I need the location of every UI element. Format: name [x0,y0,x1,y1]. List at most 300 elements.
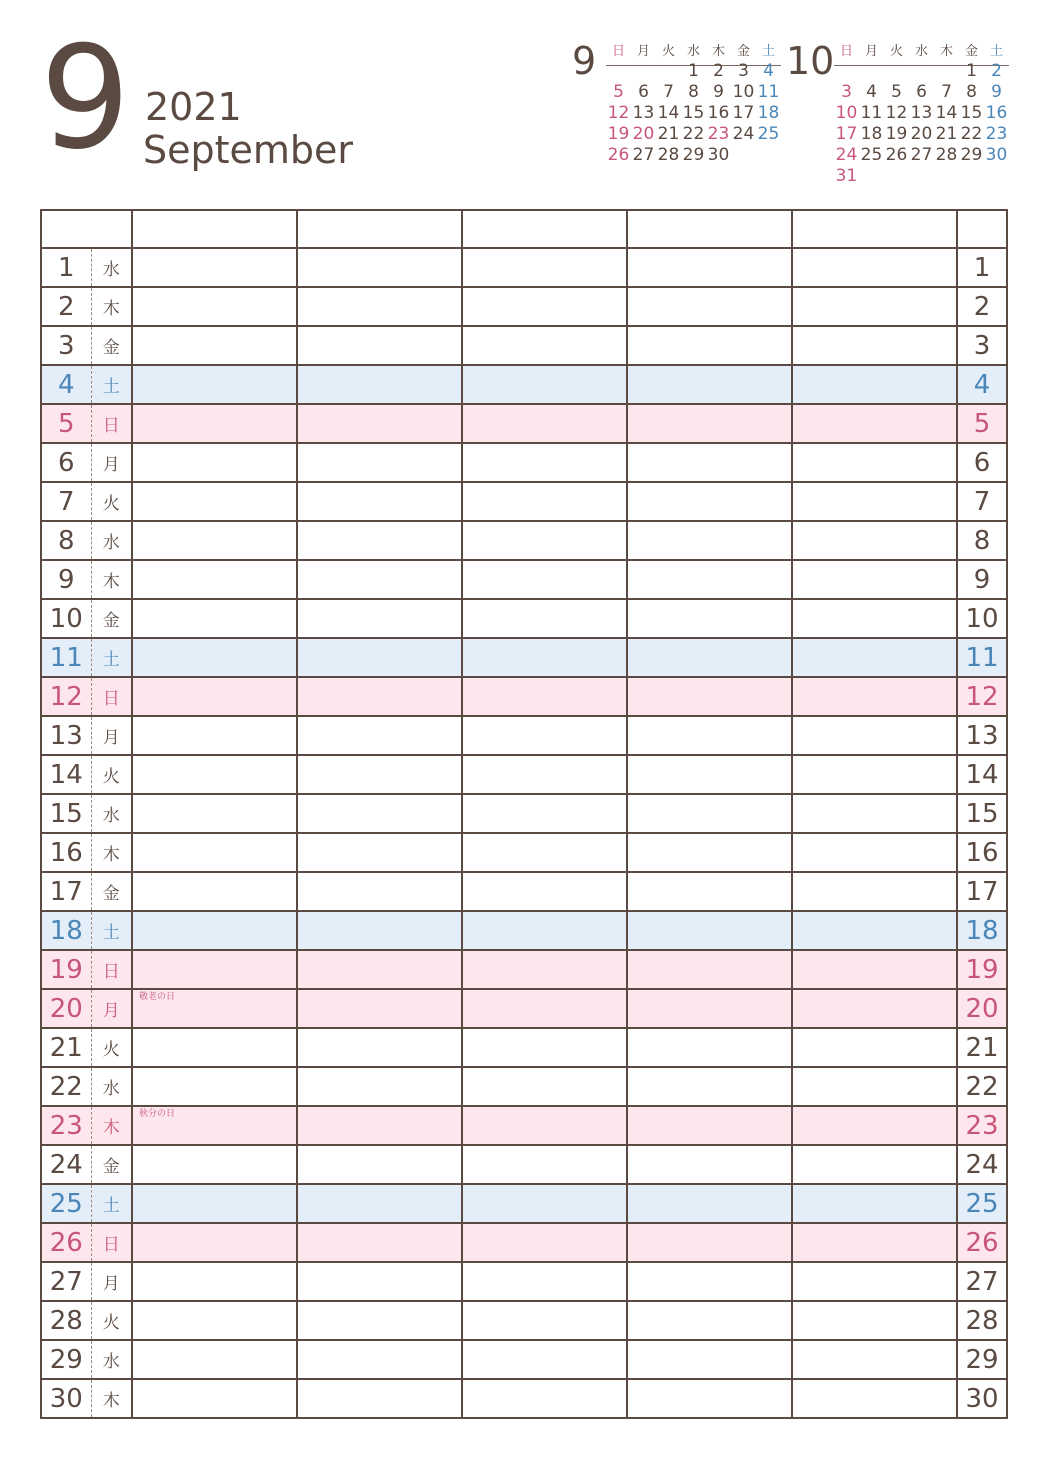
schedule-cell[interactable] [627,560,792,599]
schedule-cell[interactable] [462,521,627,560]
schedule-cell[interactable] [462,326,627,365]
mini-weekday-header: 火 [661,44,675,59]
schedule-cell[interactable] [792,872,957,911]
mini-day: 25 [860,145,883,165]
schedule-cell[interactable] [627,1223,792,1262]
schedule-cell[interactable] [792,1379,957,1418]
weekday-label: 水 [91,248,132,287]
schedule-cell[interactable] [792,794,957,833]
mini-calendar-month-number: 9 [572,39,597,83]
schedule-cell[interactable] [297,1379,462,1418]
schedule-cell[interactable] [792,755,957,794]
mini-day: 9 [991,82,1002,102]
schedule-cell[interactable] [132,1028,297,1067]
mini-day: 19 [607,124,630,144]
schedule-cell[interactable] [462,833,627,872]
mini-day: 5 [891,82,902,102]
schedule-cell[interactable] [132,326,297,365]
day-number-right: 1 [957,248,1007,287]
member-name-cell[interactable] [297,210,462,248]
schedule-cell[interactable] [792,911,957,950]
weekday-label: 水 [91,1340,132,1379]
table-row [41,599,1007,638]
schedule-cell[interactable] [627,521,792,560]
day-number-right: 30 [957,1379,1007,1418]
mini-day: 26 [885,145,908,165]
schedule-cell[interactable] [132,833,297,872]
table-row [41,1028,1007,1067]
weekday-label: 日 [91,677,132,716]
weekday-label: 火 [91,482,132,521]
month-name-label: September [143,128,354,172]
day-number-right: 28 [957,1301,1007,1340]
day-number-right: 23 [957,1106,1007,1145]
day-number: 6 [41,443,91,482]
schedule-cell[interactable] [297,482,462,521]
schedule-cell[interactable] [462,989,627,1028]
mini-day: 3 [841,82,852,102]
monthly-schedule-table [40,209,1008,1419]
schedule-cell[interactable] [462,872,627,911]
schedule-cell[interactable] [462,677,627,716]
mini-empty-cell [656,61,681,82]
mini-day: 4 [763,61,774,81]
schedule-cell[interactable] [462,950,627,989]
day-number: 26 [41,1223,91,1262]
schedule-cell[interactable] [792,1262,957,1301]
schedule-cell[interactable] [792,1301,957,1340]
schedule-cell[interactable] [627,248,792,287]
schedule-cell[interactable] [297,521,462,560]
day-number-right: 19 [957,950,1007,989]
schedule-cell[interactable] [627,1106,792,1145]
day-number: 2 [41,287,91,326]
mini-weekday-header: 月 [864,44,878,59]
member-name-cell[interactable] [462,210,627,248]
day-number: 25 [41,1184,91,1223]
schedule-cell[interactable] [627,911,792,950]
schedule-cell[interactable] [462,1067,627,1106]
mini-day: 22 [960,124,983,144]
weekday-label: 木 [91,560,132,599]
schedule-cell[interactable] [462,482,627,521]
schedule-cell[interactable] [627,989,792,1028]
weekday-label: 水 [91,794,132,833]
mini-day: 23 [985,124,1008,144]
mini-day: 16 [707,103,730,123]
schedule-cell[interactable] [792,1028,957,1067]
day-number-right: 15 [957,794,1007,833]
schedule-cell[interactable] [792,521,957,560]
schedule-cell[interactable] [462,1379,627,1418]
mini-empty-cell [859,61,884,82]
schedule-cell[interactable] [627,404,792,443]
weekday-label: 金 [91,1145,132,1184]
schedule-cell[interactable] [462,1028,627,1067]
schedule-cell[interactable] [132,404,297,443]
day-number-right: 7 [957,482,1007,521]
table-row [41,560,1007,599]
schedule-cell[interactable] [297,1262,462,1301]
mini-day: 24 [732,124,755,144]
schedule-cell[interactable] [297,248,462,287]
schedule-cell[interactable] [297,1223,462,1262]
table-row [41,989,1007,1028]
schedule-cell[interactable] [627,365,792,404]
day-number-right: 20 [957,989,1007,1028]
day-number: 3 [41,326,91,365]
schedule-cell[interactable] [297,404,462,443]
schedule-cell[interactable] [792,443,957,482]
mini-day: 13 [632,103,655,123]
mini-day: 20 [632,124,655,144]
mini-day: 15 [960,103,983,123]
day-number: 16 [41,833,91,872]
schedule-cell[interactable] [627,950,792,989]
schedule-cell[interactable] [297,599,462,638]
schedule-cell[interactable] [627,287,792,326]
mini-day: 2 [991,61,1002,81]
weekday-label: 木 [91,1106,132,1145]
schedule-cell[interactable] [462,248,627,287]
day-number: 5 [41,404,91,443]
schedule-cell[interactable] [462,1184,627,1223]
schedule-cell[interactable] [462,365,627,404]
schedule-cell[interactable] [792,326,957,365]
schedule-cell[interactable] [627,1028,792,1067]
table-row [41,404,1007,443]
table-row [41,1145,1007,1184]
day-number-right: 11 [957,638,1007,677]
weekday-label: 日 [91,1223,132,1262]
day-number: 15 [41,794,91,833]
day-number: 10 [41,599,91,638]
schedule-cell[interactable] [297,833,462,872]
schedule-cell[interactable] [132,911,297,950]
schedule-cell[interactable] [297,1145,462,1184]
day-number: 12 [41,677,91,716]
day-number: 4 [41,365,91,404]
schedule-cell[interactable] [792,365,957,404]
schedule-cell[interactable] [132,755,297,794]
mini-day: 21 [657,124,680,144]
day-number-right: 24 [957,1145,1007,1184]
schedule-cell[interactable] [132,1106,297,1145]
mini-day: 28 [657,145,680,165]
table-row [41,1262,1007,1301]
schedule-cell[interactable] [462,287,627,326]
mini-day: 12 [885,103,908,123]
mini-day: 13 [910,103,933,123]
day-number-right: 22 [957,1067,1007,1106]
schedule-cell[interactable] [132,950,297,989]
schedule-cell[interactable] [132,1379,297,1418]
member-name-cell[interactable] [627,210,792,248]
schedule-cell[interactable] [792,833,957,872]
mini-weekday-header: 水 [686,44,700,59]
schedule-cell[interactable] [297,365,462,404]
schedule-cell[interactable] [462,1145,627,1184]
mini-day: 28 [935,145,958,165]
schedule-cell[interactable] [627,677,792,716]
weekday-label: 金 [91,872,132,911]
mini-day: 4 [866,82,877,102]
schedule-cell[interactable] [627,482,792,521]
schedule-cell[interactable] [627,1067,792,1106]
mini-day: 10 [835,103,858,123]
schedule-cell[interactable] [297,1301,462,1340]
day-number: 23 [41,1106,91,1145]
schedule-cell[interactable] [297,911,462,950]
schedule-cell[interactable] [462,560,627,599]
schedule-cell[interactable] [462,755,627,794]
mini-weekday-header: 金 [736,44,750,59]
mini-day: 7 [663,82,674,102]
day-number-right: 17 [957,872,1007,911]
mini-day: 15 [682,103,705,123]
schedule-cell[interactable] [132,1067,297,1106]
day-number: 29 [41,1340,91,1379]
schedule-cell[interactable] [132,521,297,560]
schedule-cell[interactable] [297,677,462,716]
schedule-cell[interactable] [792,1145,957,1184]
schedule-cell[interactable] [132,1184,297,1223]
schedule-cell[interactable] [792,248,957,287]
schedule-cell[interactable] [462,1340,627,1379]
header-cell-right [957,210,1007,248]
table-row [41,443,1007,482]
mini-day: 17 [835,124,858,144]
table-row [41,677,1007,716]
schedule-cell[interactable] [132,1340,297,1379]
mini-weekday-header: 火 [889,44,903,59]
table-row [41,1340,1007,1379]
schedule-cell[interactable] [627,326,792,365]
schedule-cell[interactable] [627,794,792,833]
weekday-label: 木 [91,833,132,872]
schedule-cell[interactable] [792,404,957,443]
schedule-cell[interactable] [627,599,792,638]
schedule-cell[interactable] [132,794,297,833]
schedule-cell[interactable] [462,638,627,677]
day-number-right: 25 [957,1184,1007,1223]
schedule-cell[interactable] [297,287,462,326]
mini-day: 6 [916,82,927,102]
mini-weekday-header: 日 [839,44,853,59]
holiday-label: 秋分の日 [139,1109,176,1119]
day-number: 9 [41,560,91,599]
weekday-label: 日 [91,950,132,989]
schedule-cell[interactable] [297,716,462,755]
mini-weekday-header: 木 [939,44,953,59]
mini-empty-cell [884,61,909,82]
mini-day: 24 [835,145,858,165]
schedule-cell[interactable] [132,638,297,677]
table-row [41,833,1007,872]
schedule-cell[interactable] [792,287,957,326]
schedule-cell[interactable] [792,989,957,1028]
mini-day: 7 [941,82,952,102]
day-number: 17 [41,872,91,911]
table-row [41,1184,1007,1223]
mini-day: 31 [835,166,858,186]
schedule-cell[interactable] [132,482,297,521]
day-number-right: 16 [957,833,1007,872]
schedule-cell[interactable] [627,833,792,872]
schedule-cell[interactable] [132,716,297,755]
mini-empty-cell [909,61,934,82]
mini-calendar-grid [834,40,1009,187]
schedule-cell[interactable] [297,560,462,599]
schedule-cell[interactable] [627,1184,792,1223]
schedule-cell[interactable] [792,1223,957,1262]
schedule-cell[interactable] [132,599,297,638]
schedule-cell[interactable] [462,1262,627,1301]
schedule-cell[interactable] [297,755,462,794]
schedule-cell[interactable] [297,989,462,1028]
mini-day: 29 [960,145,983,165]
mini-day: 6 [638,82,649,102]
mini-day: 5 [613,82,624,102]
schedule-cell[interactable] [462,599,627,638]
mini-day: 26 [607,145,630,165]
mini-day: 22 [682,124,705,144]
day-number-right: 2 [957,287,1007,326]
schedule-cell[interactable] [792,716,957,755]
schedule-cell[interactable] [297,1067,462,1106]
weekday-label: 土 [91,911,132,950]
schedule-cell[interactable] [297,1340,462,1379]
day-number-right: 12 [957,677,1007,716]
schedule-cell[interactable] [627,638,792,677]
schedule-cell[interactable] [132,1145,297,1184]
day-number-right: 29 [957,1340,1007,1379]
mini-day: 17 [732,103,755,123]
mini-weekday-header: 日 [611,44,625,59]
schedule-cell[interactable] [132,443,297,482]
schedule-cell[interactable] [132,1262,297,1301]
schedule-cell[interactable] [132,1301,297,1340]
table-row [41,794,1007,833]
schedule-cell[interactable] [627,1262,792,1301]
day-number: 27 [41,1262,91,1301]
weekday-label: 土 [91,638,132,677]
schedule-cell[interactable] [627,443,792,482]
schedule-cell[interactable] [792,560,957,599]
schedule-cell[interactable] [462,716,627,755]
day-number: 22 [41,1067,91,1106]
table-row [41,716,1007,755]
schedule-cell[interactable] [297,638,462,677]
weekday-label: 月 [91,1262,132,1301]
weekday-label: 水 [91,521,132,560]
schedule-cell[interactable] [462,911,627,950]
mini-day: 3 [738,61,749,81]
schedule-cell[interactable] [462,1301,627,1340]
schedule-cell[interactable] [627,1379,792,1418]
schedule-cell[interactable] [132,248,297,287]
schedule-cell[interactable] [792,1340,957,1379]
table-row [41,755,1007,794]
schedule-cell[interactable] [627,872,792,911]
schedule-cell[interactable] [462,1223,627,1262]
schedule-cell[interactable] [297,794,462,833]
mini-day: 14 [657,103,680,123]
schedule-cell[interactable] [792,1106,957,1145]
schedule-cell[interactable] [792,638,957,677]
day-number-right: 18 [957,911,1007,950]
schedule-cell[interactable] [792,677,957,716]
day-number: 28 [41,1301,91,1340]
schedule-cell[interactable] [627,716,792,755]
mini-day: 27 [632,145,655,165]
table-row [41,911,1007,950]
schedule-cell[interactable] [297,950,462,989]
schedule-cell[interactable] [297,326,462,365]
table-row [41,248,1007,287]
schedule-cell[interactable] [792,1184,957,1223]
schedule-cell[interactable] [462,404,627,443]
schedule-cell[interactable] [132,677,297,716]
day-number-right: 3 [957,326,1007,365]
schedule-cell[interactable] [297,1028,462,1067]
schedule-cell[interactable] [627,1340,792,1379]
weekday-label: 月 [91,716,132,755]
member-name-cell[interactable] [792,210,957,248]
year-label: 2021 [145,85,242,129]
schedule-cell[interactable] [792,1067,957,1106]
schedule-cell[interactable] [792,950,957,989]
schedule-cell[interactable] [462,443,627,482]
schedule-cell[interactable] [792,482,957,521]
table-header-row [41,210,1007,248]
mini-day: 2 [713,61,724,81]
mini-day: 18 [757,103,780,123]
table-row [41,872,1007,911]
mini-day: 27 [910,145,933,165]
weekday-label: 日 [91,404,132,443]
schedule-cell[interactable] [132,560,297,599]
mini-day: 19 [885,124,908,144]
mini-day: 30 [707,145,730,165]
mini-calendar-month-number: 10 [786,39,835,83]
schedule-cell[interactable] [132,287,297,326]
day-number-right: 4 [957,365,1007,404]
schedule-cell[interactable] [297,872,462,911]
member-name-cell[interactable] [132,210,297,248]
mini-day: 30 [985,145,1008,165]
mini-empty-cell [606,61,631,82]
schedule-cell[interactable] [462,794,627,833]
day-number: 7 [41,482,91,521]
schedule-cell[interactable] [297,443,462,482]
table-row [41,521,1007,560]
schedule-cell[interactable] [627,1301,792,1340]
table-row [41,482,1007,521]
schedule-cell[interactable] [627,1145,792,1184]
schedule-cell[interactable] [132,365,297,404]
schedule-cell[interactable] [132,1223,297,1262]
schedule-cell[interactable] [297,1106,462,1145]
mini-day: 23 [707,124,730,144]
schedule-cell[interactable] [132,872,297,911]
schedule-cell[interactable] [297,1184,462,1223]
schedule-cell[interactable] [792,599,957,638]
schedule-cell[interactable] [462,1106,627,1145]
schedule-cell[interactable] [132,989,297,1028]
weekday-label: 火 [91,1301,132,1340]
schedule-cell[interactable] [627,755,792,794]
